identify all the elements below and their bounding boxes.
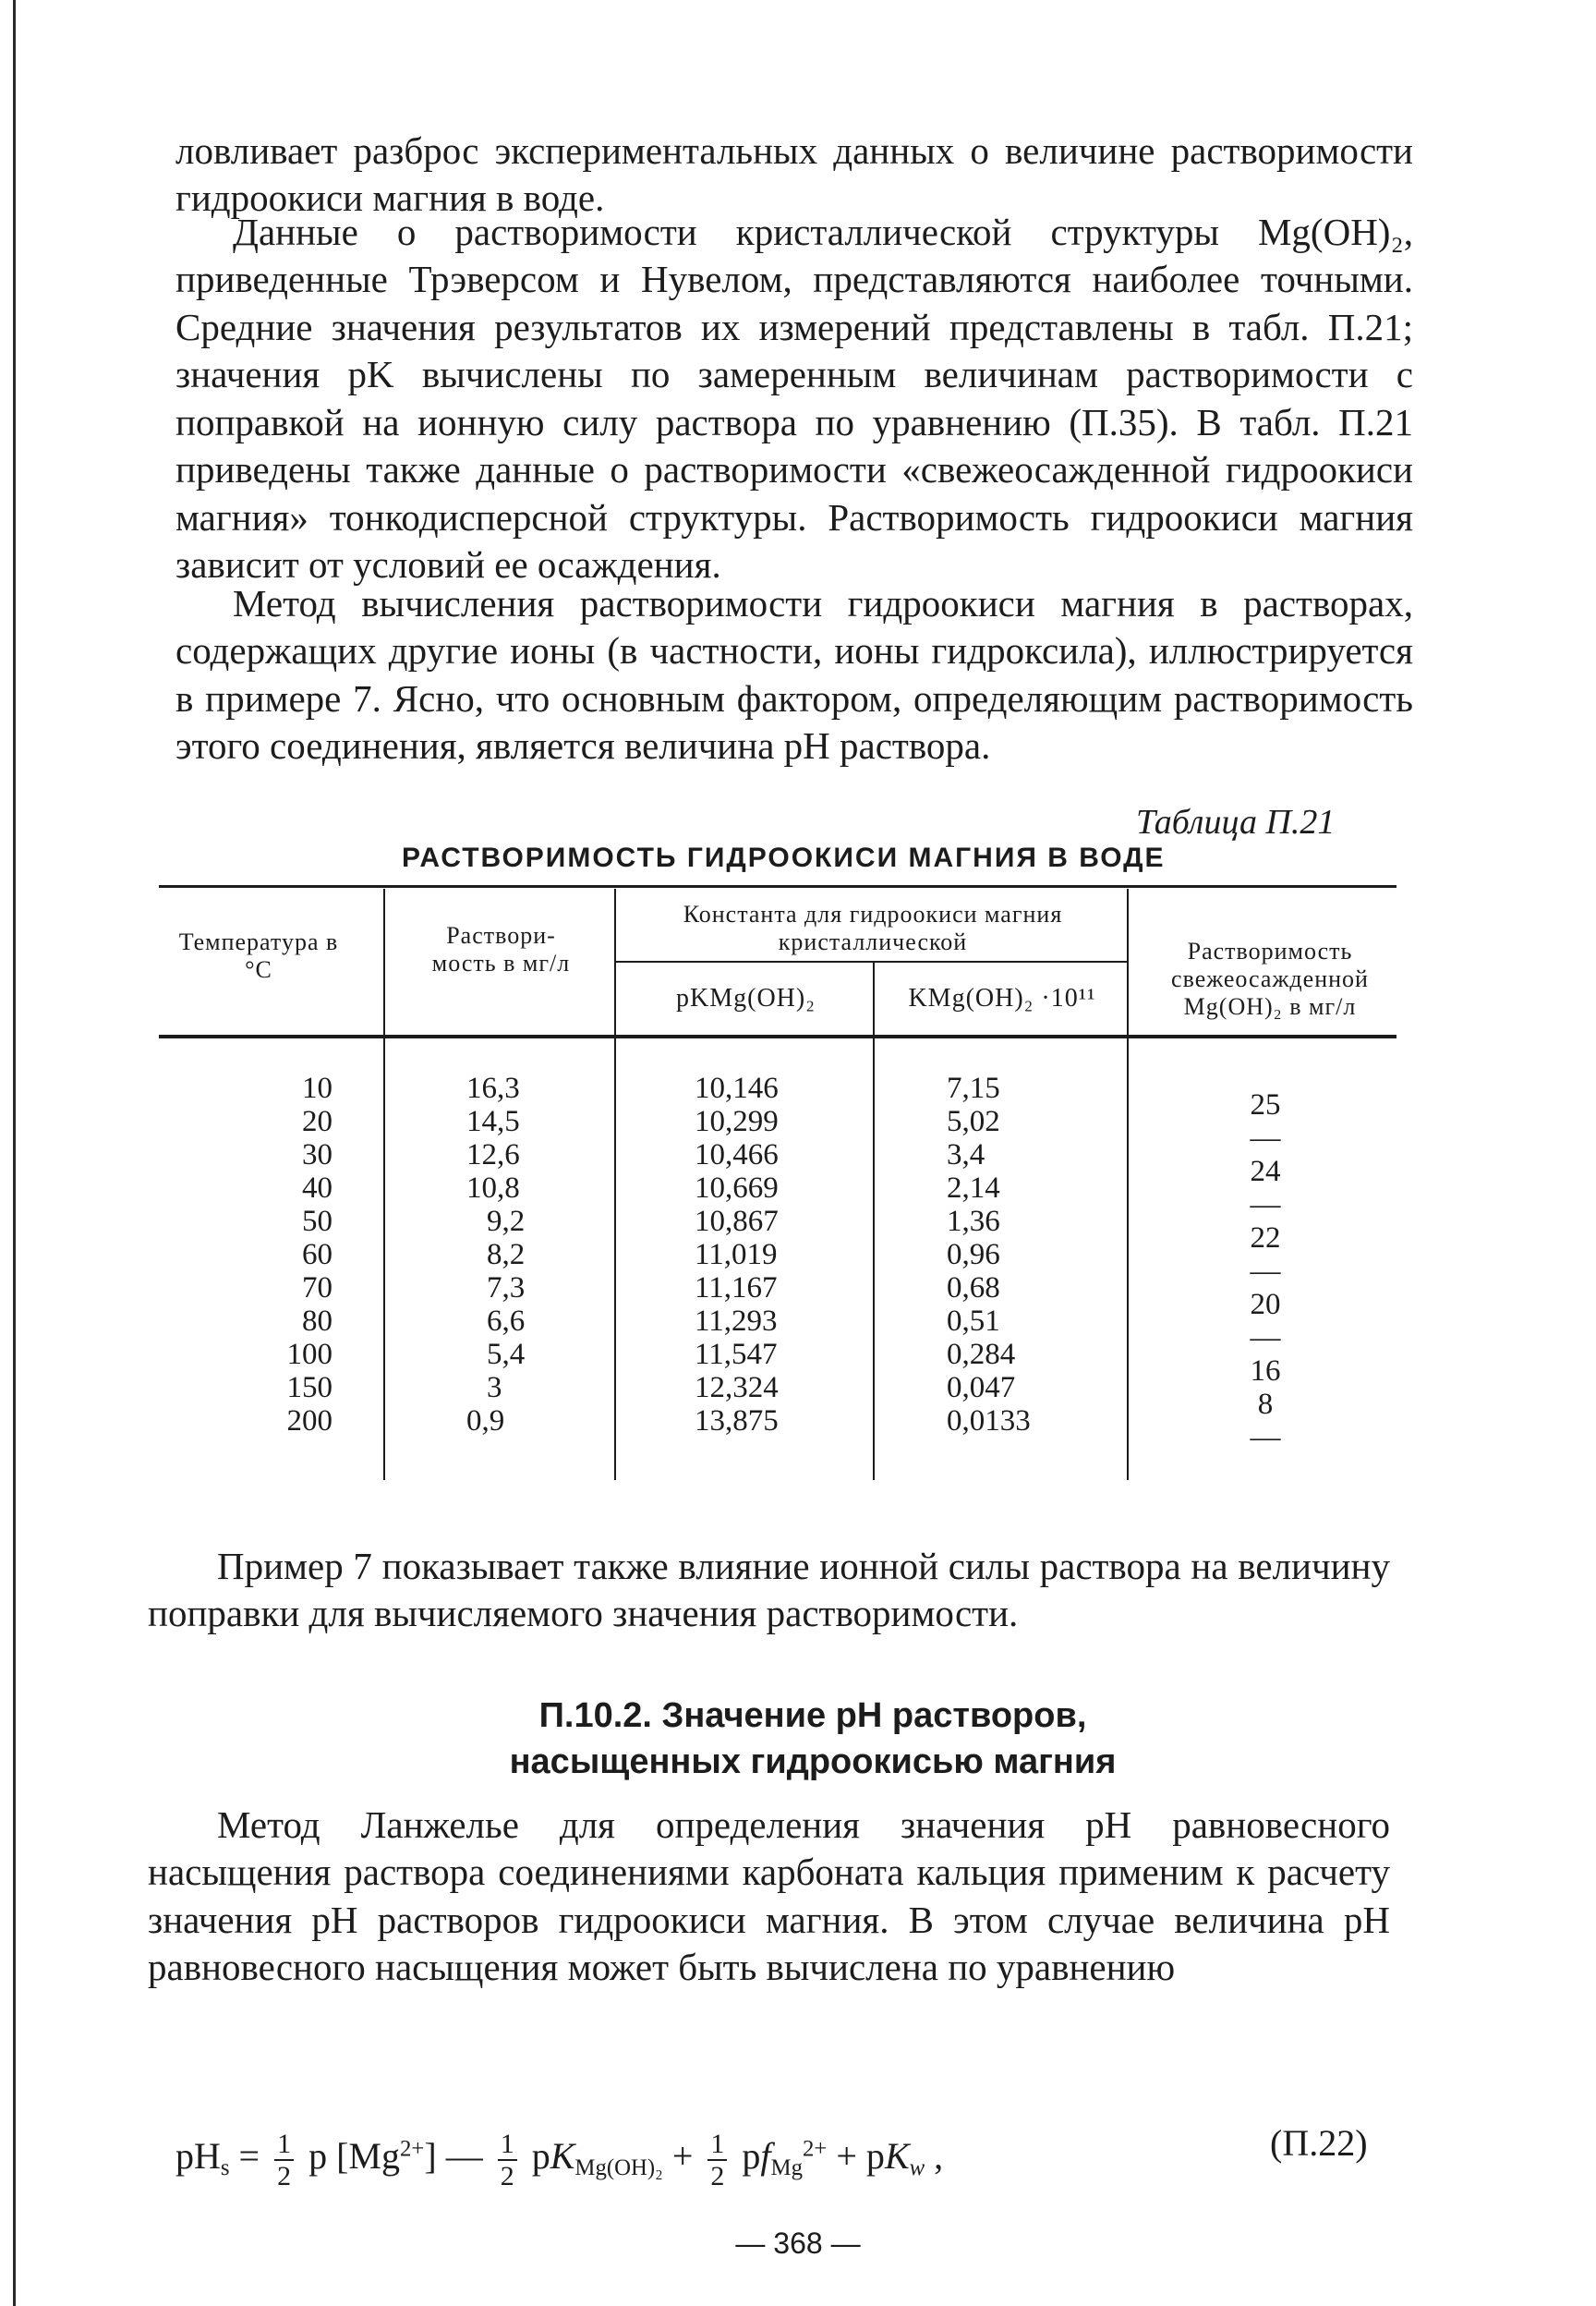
cell-pk: 11,167	[695, 1271, 778, 1305]
paragraph-continuation: ловливает разброс экспериментальных данных о величине растворимости гидроокиси магния в воде.	[175, 129, 1413, 220]
constant-subheader-rule	[614, 961, 1127, 963]
cell-pk: 10,466	[695, 1138, 779, 1171]
cell-fresh: —	[1250, 1421, 1281, 1454]
header-temperature: Температура в °C	[178, 928, 339, 983]
cell-k: 1,36	[947, 1205, 1000, 1238]
scan-edge-line	[13, 0, 16, 2306]
cell-fresh: 24	[1250, 1155, 1281, 1188]
equation-expression: $pH_s$ = $\frac{1}{2}$ p $[Mg^{2+}]$ — $\frac{1}{2}$ $pK_{Mg(OH)_2}$ + $\frac{1}{2}$ $pf_{Mg}^{2+} + pK_w$ ,	[175, 2129, 944, 2191]
header-fresh-solubility: Растворимость свежеосажденной Mg(OH)₂ в мг/л	[1171, 938, 1369, 1020]
cell-k: 0,51	[947, 1305, 1000, 1338]
table-top-rule	[159, 885, 1396, 888]
header-constant-group: Константа для гидроокиси магния кристаллической	[683, 901, 1063, 955]
cell-temperature: 80	[302, 1305, 332, 1338]
section-heading: П.10.2. Значение pH растворов, насыщенных гидроокисью магния	[509, 1696, 1117, 1782]
paragraph-3: Пример 7 показывает также влияние ионной силы раствора на величину поправки для вычисляемого значения растворимости.	[148, 1545, 1390, 1635]
cell-k: 0,96	[947, 1238, 1000, 1271]
cell-pk: 10,146	[695, 1072, 779, 1105]
header-k: KMg(OH)₂ ·10¹¹	[908, 984, 1096, 1013]
column-fresh-solubility	[1228, 1088, 1302, 1454]
cell-pk: 11,019	[695, 1238, 778, 1271]
table-divider-1	[383, 889, 385, 1480]
table-title: РАСТВОРИМОСТЬ ГИДРООКИСИ МАГНИЯ В ВОДЕ	[402, 843, 1166, 873]
cell-k: 0,047	[947, 1371, 1016, 1404]
cell-temperature: 200	[286, 1404, 332, 1438]
cell-fresh: —	[1250, 1321, 1281, 1354]
cell-fresh: 20	[1250, 1288, 1281, 1321]
column-k	[947, 1072, 1085, 1438]
cell-pk: 10,867	[695, 1205, 779, 1238]
cell-k: 0,68	[947, 1271, 1000, 1305]
cell-temperature: 70	[302, 1271, 332, 1305]
paragraph-1: Данные о растворимости кристаллической структуры Mg(OH)₂, приведенные Трэверсом и Нувелом, представляются наиболее точными. Средние значения результатов их измерений представлены в табл. П.21; значения pK вычислены по замеренным величинам растворимости с поправкой на ионную силу раствора по уравнению (П.35). В табл. П.21 приведены также данные о растворимости «свежеосажденной гидроокиси магния» тонкодисперсной структуры. Растворимость гидроокиси магния зависит от условий ее осаждения.	[175, 211, 1413, 587]
cell-solubility: 6,6	[487, 1305, 526, 1338]
cell-temperature: 60	[302, 1238, 332, 1271]
cell-solubility: 3	[487, 1371, 502, 1404]
cell-pk: 12,324	[695, 1371, 779, 1404]
equation-number: (П.22)	[1270, 2122, 1368, 2164]
cell-solubility: 7,3	[487, 1271, 526, 1305]
cell-k: 3,4	[947, 1138, 985, 1171]
cell-fresh: 22	[1250, 1221, 1281, 1255]
cell-pk: 11,293	[695, 1305, 778, 1338]
header-pk: pKMg(OH)₂	[676, 984, 816, 1013]
column-pk	[695, 1072, 833, 1438]
cell-pk: 10,669	[695, 1171, 779, 1205]
table-header-rule	[159, 1035, 1396, 1038]
table-divider-2	[614, 889, 616, 1480]
table-label: Таблица П.21	[1136, 803, 1336, 842]
column-temperature	[231, 1072, 332, 1438]
cell-fresh: 8	[1257, 1388, 1274, 1421]
cell-temperature: 150	[286, 1371, 332, 1404]
header-solubility: Раствори-мость в мг/л	[431, 922, 571, 977]
cell-temperature: 10	[302, 1072, 332, 1105]
cell-k: 7,15	[947, 1072, 1000, 1105]
cell-fresh: —	[1250, 1188, 1281, 1221]
cell-temperature: 50	[302, 1205, 332, 1238]
cell-k: 0,284	[947, 1338, 1016, 1371]
paragraph-4: Метод Ланжелье для определения значения pH равновесного насыщения раствора соединениями карбоната кальция применим к расчету значения pH растворов гидроокиси магния. В этом случае величина pH равновесного насыщения может быть вычислена по уравнению	[148, 1803, 1390, 1989]
cell-solubility: 9,2	[487, 1205, 526, 1238]
table-divider-3	[873, 963, 875, 1480]
cell-solubility: 10,8	[466, 1171, 520, 1205]
cell-solubility: 5,4	[487, 1338, 526, 1371]
cell-temperature: 40	[302, 1171, 332, 1205]
cell-solubility: 12,6	[466, 1138, 520, 1171]
cell-pk: 11,547	[695, 1338, 778, 1371]
cell-pk: 10,299	[695, 1105, 779, 1138]
table-divider-4	[1127, 889, 1129, 1480]
equation-p22	[175, 2108, 1395, 2219]
cell-temperature: 100	[286, 1338, 332, 1371]
cell-k: 0,0133	[947, 1404, 1031, 1438]
cell-fresh: —	[1250, 1255, 1281, 1288]
cell-solubility: 0,9	[466, 1404, 505, 1438]
cell-fresh: 16	[1250, 1354, 1281, 1388]
page-number: — 368 —	[735, 2227, 861, 2260]
cell-pk: 13,875	[695, 1404, 779, 1438]
cell-temperature: 30	[302, 1138, 332, 1171]
cell-solubility: 16,3	[466, 1072, 520, 1105]
cell-fresh: —	[1250, 1122, 1281, 1155]
cell-fresh: 25	[1250, 1088, 1281, 1122]
cell-solubility: 8,2	[487, 1238, 526, 1271]
column-solubility	[466, 1072, 586, 1438]
cell-solubility: 14,5	[466, 1105, 520, 1138]
cell-k: 2,14	[947, 1171, 1000, 1205]
paragraph-2: Метод вычисления растворимости гидроокиси магния в растворах, содержащих другие ионы (в частности, ионы гидроксила), иллюстрируется в примере 7. Ясно, что основным фактором, определяющим растворимость этого соединения, является величина pH раствора.	[175, 582, 1413, 768]
cell-k: 5,02	[947, 1105, 1000, 1138]
cell-temperature: 20	[302, 1105, 332, 1138]
